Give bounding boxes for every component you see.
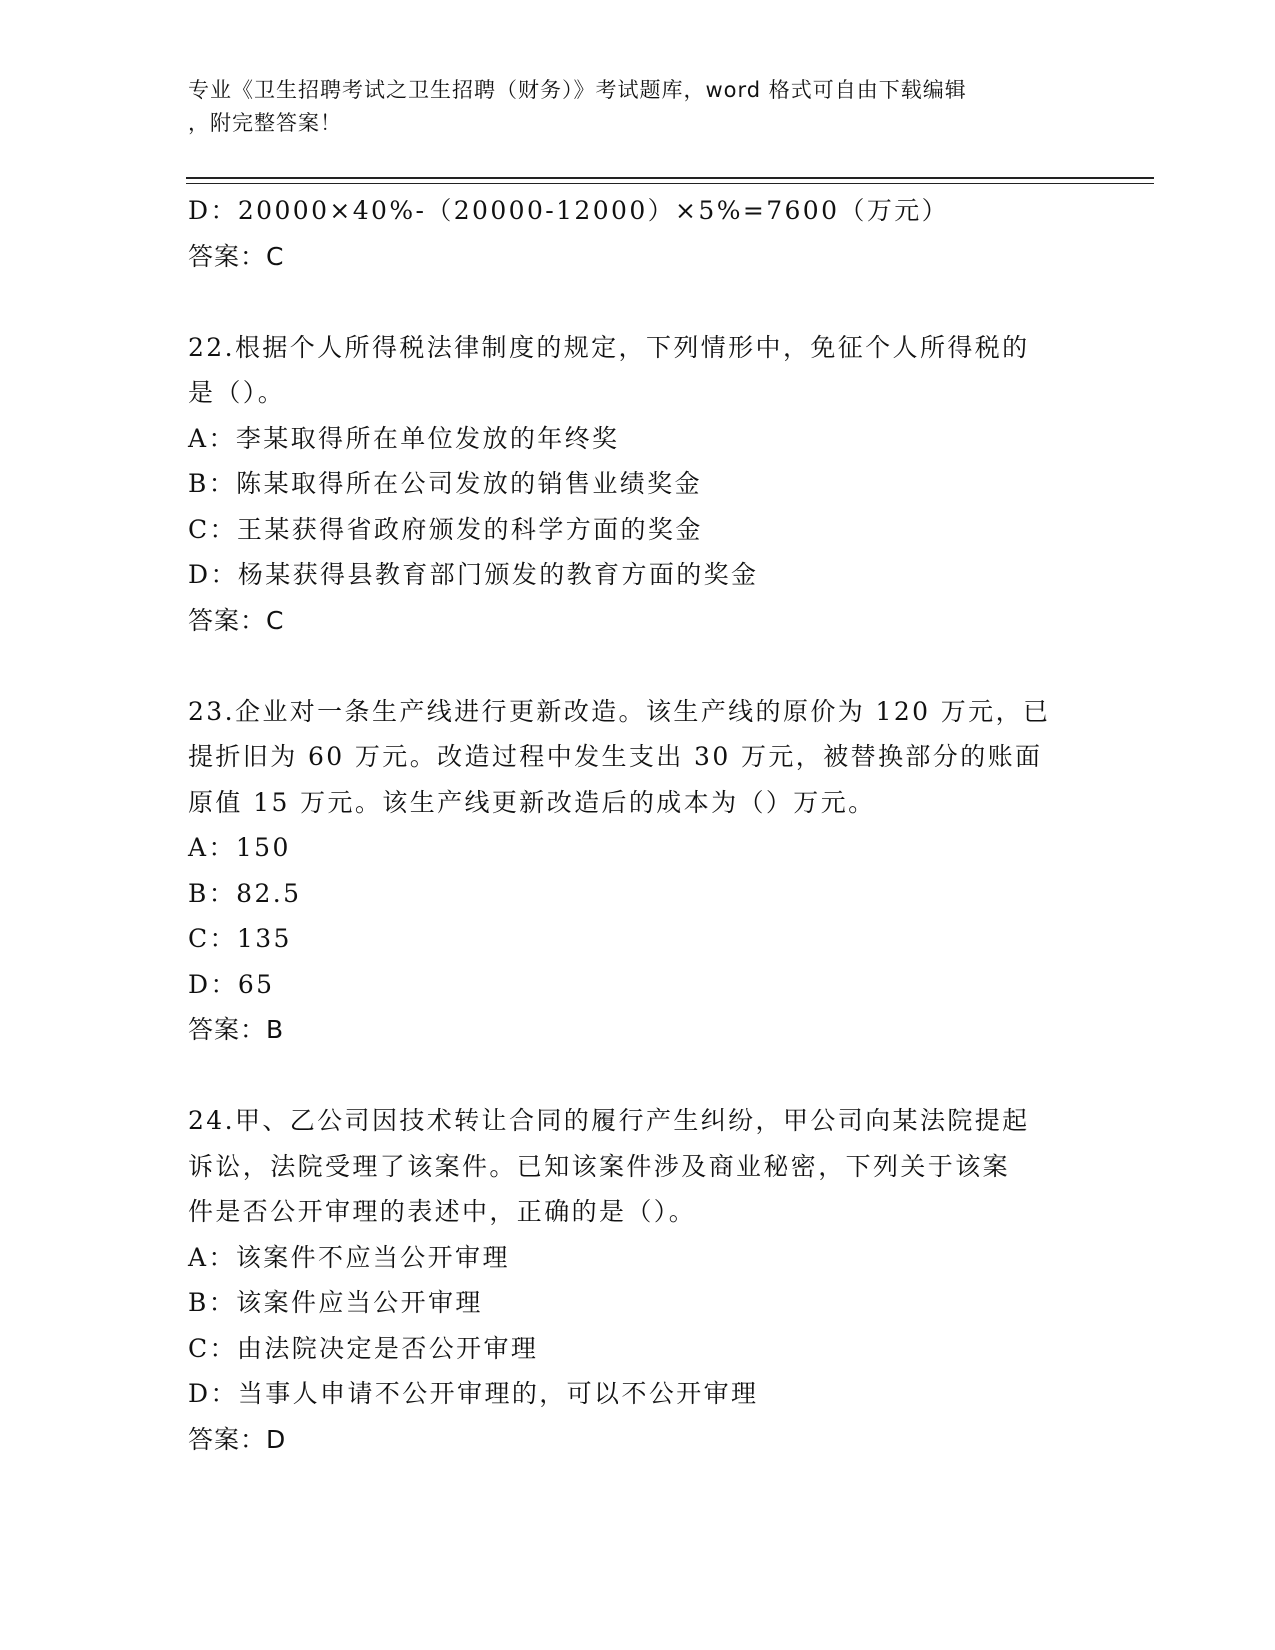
spacer: [188, 1053, 1088, 1099]
question-stem: 是（）。: [188, 378, 286, 407]
option-b: B：82.5: [188, 878, 302, 908]
option-c: C：135: [188, 924, 292, 953]
question-23: [188, 689, 1088, 1053]
option-d: D：65: [188, 969, 275, 999]
answer-line: 答案：C: [188, 241, 285, 271]
header-line-1: 专业《卫生招聘考试之卫生招聘（财务）》考试题库，word 格式可自由下载编辑: [188, 78, 967, 102]
question-stem: 22.根据个人所得税法律制度的规定，下列情形中，免征个人所得税的: [188, 332, 1030, 362]
question-22: [188, 325, 1088, 644]
question-stem: 诉讼，法院受理了该案件。已知该案件涉及商业秘密，下列关于该案: [188, 1151, 1011, 1181]
answer-line: 答案：C: [188, 605, 285, 635]
question-stem: 提折旧为 60 万元。改造过程中发生支出 30 万元，被替换部分的账面: [188, 742, 1043, 771]
option-b: B：陈某取得所在公司发放的销售业绩奖金: [188, 469, 702, 498]
option-d: D：当事人申请不公开审理的，可以不公开审理: [188, 1379, 759, 1408]
option-b: B：该案件应当公开审理: [188, 1288, 483, 1317]
answer-line: 答案：D: [188, 1424, 287, 1454]
question-24: [188, 1098, 1088, 1462]
option-d: D：20000×40%-（20000-12000）×5%=7600（万元）: [188, 196, 950, 225]
option-a: A：150: [188, 833, 291, 862]
header-divider-thick: [186, 177, 1154, 179]
question-21-tail: [188, 188, 1088, 279]
question-stem: 件是否公开审理的表述中，正确的是（）。: [188, 1197, 697, 1226]
spacer: [188, 279, 1088, 325]
option-d: D：杨某获得县教育部门颁发的教育方面的奖金: [188, 560, 759, 589]
header-divider-thin: [186, 183, 1154, 184]
question-stem: 23.企业对一条生产线进行更新改造。该生产线的原价为 120 万元，已: [188, 696, 1051, 726]
header-line-2: ，附完整答案！: [188, 111, 342, 135]
option-a: A：该案件不应当公开审理: [188, 1242, 510, 1272]
question-stem: 24.甲、乙公司因技术转让合同的履行产生纠纷，甲公司向某法院提起: [188, 1106, 1030, 1135]
option-c: C：由法院决定是否公开审理: [188, 1333, 539, 1363]
option-c: C：王某获得省政府颁发的科学方面的奖金: [188, 514, 703, 544]
spacer: [188, 643, 1088, 689]
option-a: A：李某取得所在单位发放的年终奖: [188, 423, 620, 453]
question-list: [188, 188, 1088, 1462]
answer-line: 答案：B: [188, 1015, 285, 1044]
question-stem: 原值 15 万元。该生产线更新改造后的成本为（）万元。: [188, 787, 876, 817]
page-header: [188, 74, 1068, 140]
